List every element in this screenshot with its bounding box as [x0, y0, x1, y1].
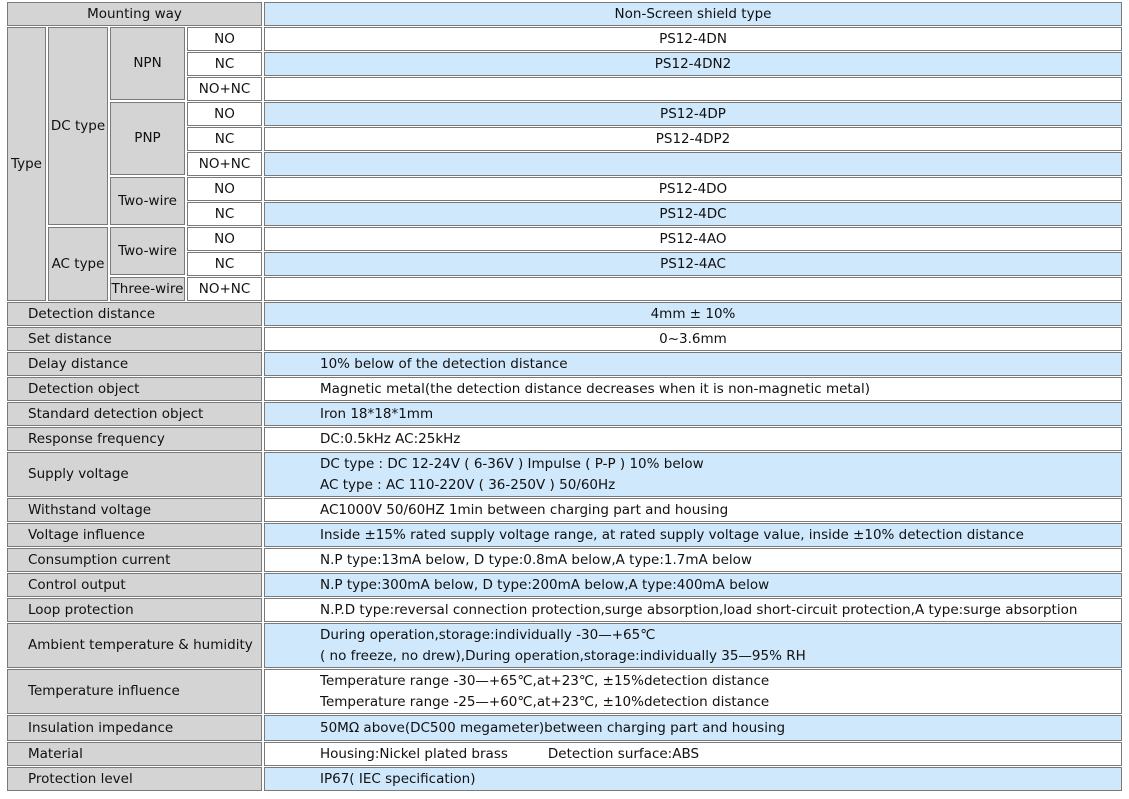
- spec-label: Material: [7, 742, 262, 766]
- spec-label: Supply voltage: [7, 452, 262, 497]
- model-cell: PS12-4AO: [264, 227, 1122, 251]
- spec-value-line: During operation,storage:individually -30—+65℃: [320, 626, 656, 643]
- mounting-way-value: Non-Screen shield type: [264, 2, 1122, 26]
- spec-value: 4mm ± 10%: [264, 302, 1122, 326]
- spec-label: Detection object: [7, 377, 262, 401]
- output-cell: NO+NC: [187, 277, 262, 301]
- spec-label: Control output: [7, 573, 262, 597]
- model-cell: [264, 277, 1122, 301]
- three-wire-label: Three-wire: [110, 277, 185, 301]
- model-cell: PS12-4DP2: [264, 127, 1122, 151]
- spec-label: Voltage influence: [7, 523, 262, 547]
- spec-label: Detection distance: [7, 302, 262, 326]
- spec-value-line: Temperature range -25—+60℃,at+23℃, ±10%detection distance: [320, 693, 770, 710]
- spec-value: AC1000V 50/60HZ 1min between charging part and housing: [264, 498, 1122, 522]
- spec-value-line: ( no freeze, no drew),During operation,storage:individually 35—95% RH: [320, 647, 806, 664]
- output-cell: NO+NC: [187, 77, 262, 101]
- spec-label: Loop protection: [7, 598, 262, 622]
- spec-label: Standard detection object: [7, 402, 262, 426]
- spec-value: 50MΩ above(DC500 megameter)between charging part and housing: [264, 715, 1122, 741]
- output-cell: NO: [187, 227, 262, 251]
- spec-value: N.P.D type:reversal connection protection,surge absorption,load short-circuit protection,A type:surge absorption: [264, 598, 1122, 622]
- spec-value: Iron 18*18*1mm: [264, 402, 1122, 426]
- spec-label: Consumption current: [7, 548, 262, 572]
- model-cell: [264, 152, 1122, 176]
- spec-label: Withstand voltage: [7, 498, 262, 522]
- spec-value: [264, 623, 1122, 668]
- model-cell: PS12-4AC: [264, 252, 1122, 276]
- spec-label: Set distance: [7, 327, 262, 351]
- spec-value: IP67( IEC specification): [264, 767, 1122, 791]
- spec-label: Temperature influence: [7, 669, 262, 714]
- output-cell: NC: [187, 127, 262, 151]
- output-cell: NO+NC: [187, 152, 262, 176]
- model-cell: PS12-4DN2: [264, 52, 1122, 76]
- output-cell: NC: [187, 202, 262, 226]
- spec-label: Ambient temperature & humidity: [7, 623, 262, 668]
- spec-label: Response frequency: [7, 427, 262, 451]
- model-cell: PS12-4DC: [264, 202, 1122, 226]
- spec-value: [264, 452, 1122, 497]
- model-cell: PS12-4DP: [264, 102, 1122, 126]
- model-cell: PS12-4DN: [264, 27, 1122, 51]
- spec-value: N.P type:13mA below, D type:0.8mA below,A type:1.7mA below: [264, 548, 1122, 572]
- output-cell: NO: [187, 102, 262, 126]
- spec-value: N.P type:300mA below, D type:200mA below,A type:400mA below: [264, 573, 1122, 597]
- spec-value-part: Housing:Nickel plated brass: [320, 745, 508, 762]
- spec-value: [264, 742, 1122, 766]
- type-label: Type: [7, 27, 46, 301]
- model-cell: PS12-4DO: [264, 177, 1122, 201]
- spec-value: Inside ±15% rated supply voltage range, at rated supply voltage value, inside ±10% detection distance: [264, 523, 1122, 547]
- ac-two-wire-label: Two-wire: [110, 227, 185, 275]
- spec-value-line: AC type : AC 110-220V ( 36-250V ) 50/60Hz: [320, 476, 616, 493]
- spec-value: Magnetic metal(the detection distance decreases when it is non-magnetic metal): [264, 377, 1122, 401]
- spec-value-line: DC type : DC 12-24V ( 6-36V ) Impulse ( P-P ) 10% below: [320, 455, 704, 472]
- spec-value-part: Detection surface:ABS: [547, 745, 700, 762]
- output-cell: NC: [187, 252, 262, 276]
- spec-value: 10% below of the detection distance: [264, 352, 1122, 376]
- dc-type-label: DC type: [48, 27, 108, 225]
- spec-value-line: Temperature range -30—+65℃,at+23℃, ±15%detection distance: [320, 672, 770, 689]
- spec-label: Insulation impedance: [7, 715, 262, 741]
- output-cell: NC: [187, 52, 262, 76]
- output-cell: NO: [187, 177, 262, 201]
- spec-value: [264, 669, 1122, 714]
- mounting-way-label: Mounting way: [7, 2, 262, 26]
- spec-value: 0~3.6mm: [264, 327, 1122, 351]
- ac-type-label: AC type: [48, 227, 108, 301]
- pnp-label: PNP: [110, 102, 185, 175]
- npn-label: NPN: [110, 27, 185, 100]
- spec-label: Protection level: [7, 767, 262, 791]
- output-cell: NO: [187, 27, 262, 51]
- spec-label: Delay distance: [7, 352, 262, 376]
- dc-two-wire-label: Two-wire: [110, 177, 185, 225]
- spec-value: DC:0.5kHz AC:25kHz: [264, 427, 1122, 451]
- model-cell: [264, 77, 1122, 101]
